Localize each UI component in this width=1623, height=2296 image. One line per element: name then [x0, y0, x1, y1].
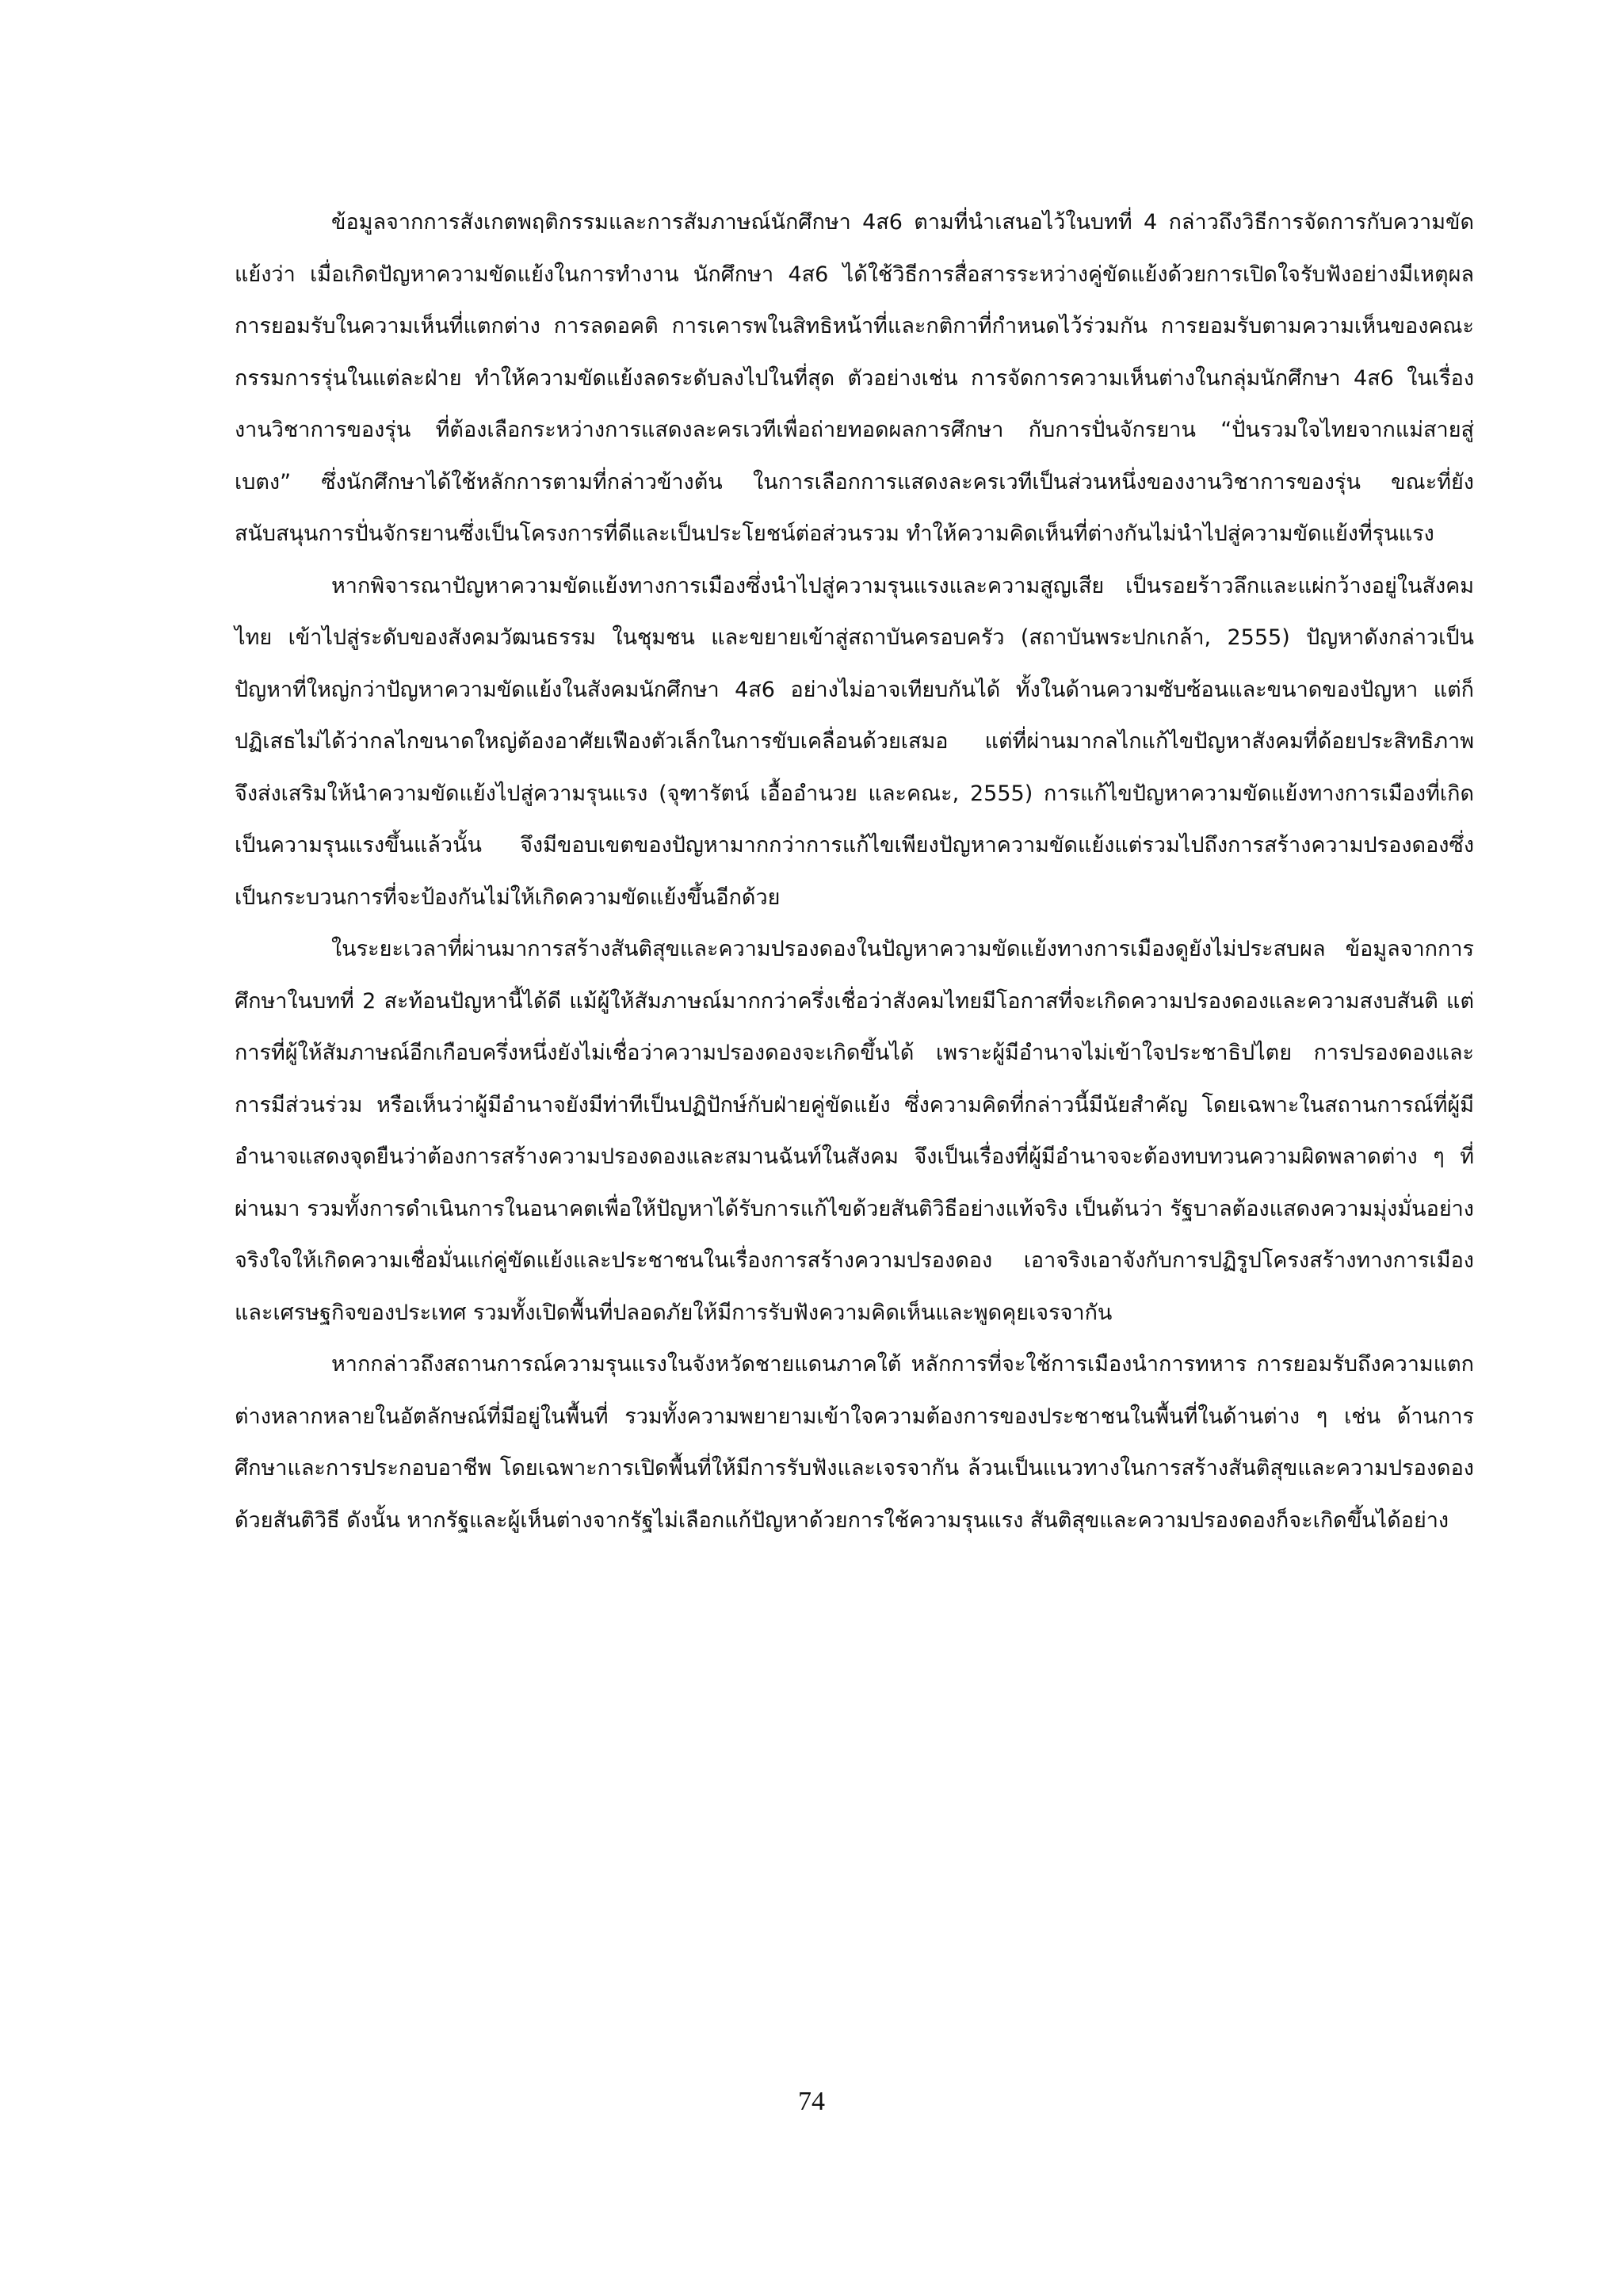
paragraph-4: หากกล่าวถึงสถานการณ์ความรุนแรงในจังหวัดชายแดนภาคใต้ หลักการที่จะใช้การเมืองนำการทหาร การยอมรับถึงความแตกต่างหลากหลายในอัตลักษณ์ที่มีอยู่ในพื้นที่ รวมทั้งความพยายามเข้าใจความต้องการของประชาชนในพื้นที่ในด้านต่าง ๆ เช่น ด้านการศึกษาและการประกอบอาชีพ โดยเฉพาะการเปิดพื้นที่ให้มีการรับฟังและเจรจากัน ล้วนเป็นแนวทางในการสร้างสันติสุขและความปรองดองด้วยสันติวิธี ดังนั้น หากรัฐและผู้เห็นต่างจากรัฐไม่เลือกแก้ปัญหาด้วยการใช้ความรุนแรง สันติสุขและความปรองดองก็จะเกิดขึ้นได้อย่าง [235, 1352, 1474, 1533]
paragraph-2: หากพิจารณาปัญหาความขัดแย้งทางการเมืองซึ่งนำไปสู่ความรุนแรงและความสูญเสีย เป็นรอยร้าวลึกและแผ่กว้างอยู่ในสังคมไทย เข้าไปสู่ระดับของสังคมวัฒนธรรม ในชุมชน และขยายเข้าสู่สถาบันครอบครัว (สถาบันพระปกเกล้า, 2555) ปัญหาดังกล่าวเป็นปัญหาที่ใหญ่กว่าปัญหาความขัดแย้งในสังคมนักศึกษา 4ส6 อย่างไม่อาจเทียบกันได้ ทั้งในด้านความซับซ้อนและขนาดของปัญหา แต่ก็ปฏิเสธไม่ได้ว่ากลไกขนาดใหญ่ต้องอาศัยเฟืองตัวเล็กในการขับเคลื่อนด้วยเสมอ แต่ที่ผ่านมากลไกแก้ไขปัญหาสังคมที่ด้อยประสิทธิภาพ จึงส่งเสริมให้นำความขัดแย้งไปสู่ความรุนแรง (จุฑารัตน์ เอื้ออำนวย และคณะ, 2555) การแก้ไขปัญหาความขัดแย้งทางการเมืองที่เกิดเป็นความรุนแรงขึ้นแล้วนั้น จึงมีขอบเขตของปัญหามากกว่าการแก้ไขเพียงปัญหาความขัดแย้งแต่รวมไปถึงการสร้างความปรองดองซึ่งเป็นกระบวนการที่จะป้องกันไม่ให้เกิดความขัดแย้งขึ้นอีกด้วย [235, 573, 1474, 910]
page-number: 74 [798, 2087, 825, 2116]
body-text [235, 197, 1474, 1546]
paragraph-1: ข้อมูลจากการสังเกตพฤติกรรมและการสัมภาษณ์นักศึกษา 4ส6 ตามที่นำเสนอไว้ในบทที่ 4 กล่าวถึงวิธีการจัดการกับความขัดแย้งว่า เมื่อเกิดปัญหาความขัดแย้งในการทำงาน นักศึกษา 4ส6 ได้ใช้วิธีการสื่อสารระหว่างคู่ขัดแย้งด้วยการเปิดใจรับฟังอย่างมีเหตุผล การยอมรับในความเห็นที่แตกต่าง การลดอคติ การเคารพในสิทธิหน้าที่และกติกาที่กำหนดไว้ร่วมกัน การยอมรับตามความเห็นของคณะกรรมการรุ่นในแต่ละฝ่าย ทำให้ความขัดแย้งลดระดับลงไปในที่สุด ตัวอย่างเช่น การจัดการความเห็นต่างในกลุ่มนักศึกษา 4ส6 ในเรื่องงานวิชาการของรุ่น ที่ต้องเลือกระหว่างการแสดงละครเวทีเพื่อถ่ายทอดผลการศึกษา กับการปั่นจักรยาน “ปั่นรวมใจไทยจากแม่สายสู่เบตง” ซึ่งนักศึกษาได้ใช้หลักการตามที่กล่าวข้างต้น ในการเลือกการแสดงละครเวทีเป็นส่วนหนึ่งของงานวิชาการของรุ่น ขณะที่ยังสนับสนุนการปั่นจักรยานซึ่งเป็นโครงการที่ดีและเป็นประโยชน์ต่อส่วนรวม ทำให้ความคิดเห็นที่ต่างกันไม่นำไปสู่ความขัดแย้งที่รุนแรง [235, 210, 1474, 546]
paragraph-3: ในระยะเวลาที่ผ่านมาการสร้างสันติสุขและความปรองดองในปัญหาความขัดแย้งทางการเมืองดูยังไม่ประสบผล ข้อมูลจากการศึกษาในบทที่ 2 สะท้อนปัญหานี้ได้ดี แม้ผู้ให้สัมภาษณ์มากกว่าครึ่งเชื่อว่าสังคมไทยมีโอกาสที่จะเกิดความปรองดองและความสงบสันติ แต่การที่ผู้ให้สัมภาษณ์อีกเกือบครึ่งหนึ่งยังไม่เชื่อว่าความปรองดองจะเกิดขึ้นได้ เพราะผู้มีอำนาจไม่เข้าใจประชาธิปไตย การปรองดองและการมีส่วนร่วม หรือเห็นว่าผู้มีอำนาจยังมีท่าทีเป็นปฏิปักษ์กับฝ่ายคู่ขัดแย้ง ซึ่งความคิดที่กล่าวนี้มีนัยสำคัญ โดยเฉพาะในสถานการณ์ที่ผู้มีอำนาจแสดงจุดยืนว่าต้องการสร้างความปรองดองและสมานฉันท์ในสังคม จึงเป็นเรื่องที่ผู้มีอำนาจจะต้องทบทวนความผิดพลาดต่าง ๆ ที่ผ่านมา รวมทั้งการดำเนินการในอนาคตเพื่อให้ปัญหาได้รับการแก้ไขด้วยสันติวิธีอย่างแท้จริง เป็นต้นว่า รัฐบาลต้องแสดงความมุ่งมั่นอย่างจริงใจให้เกิดความเชื่อมั่นแก่คู่ขัดแย้งและประชาชนในเรื่องการสร้างความปรองดอง เอาจริงเอาจังกับการปฏิรูปโครงสร้างทางการเมืองและเศรษฐกิจของประเทศ รวมทั้งเปิดพื้นที่ปลอดภัยให้มีการรับฟังความคิดเห็นและพูดคุยเจรจากัน [235, 937, 1474, 1325]
